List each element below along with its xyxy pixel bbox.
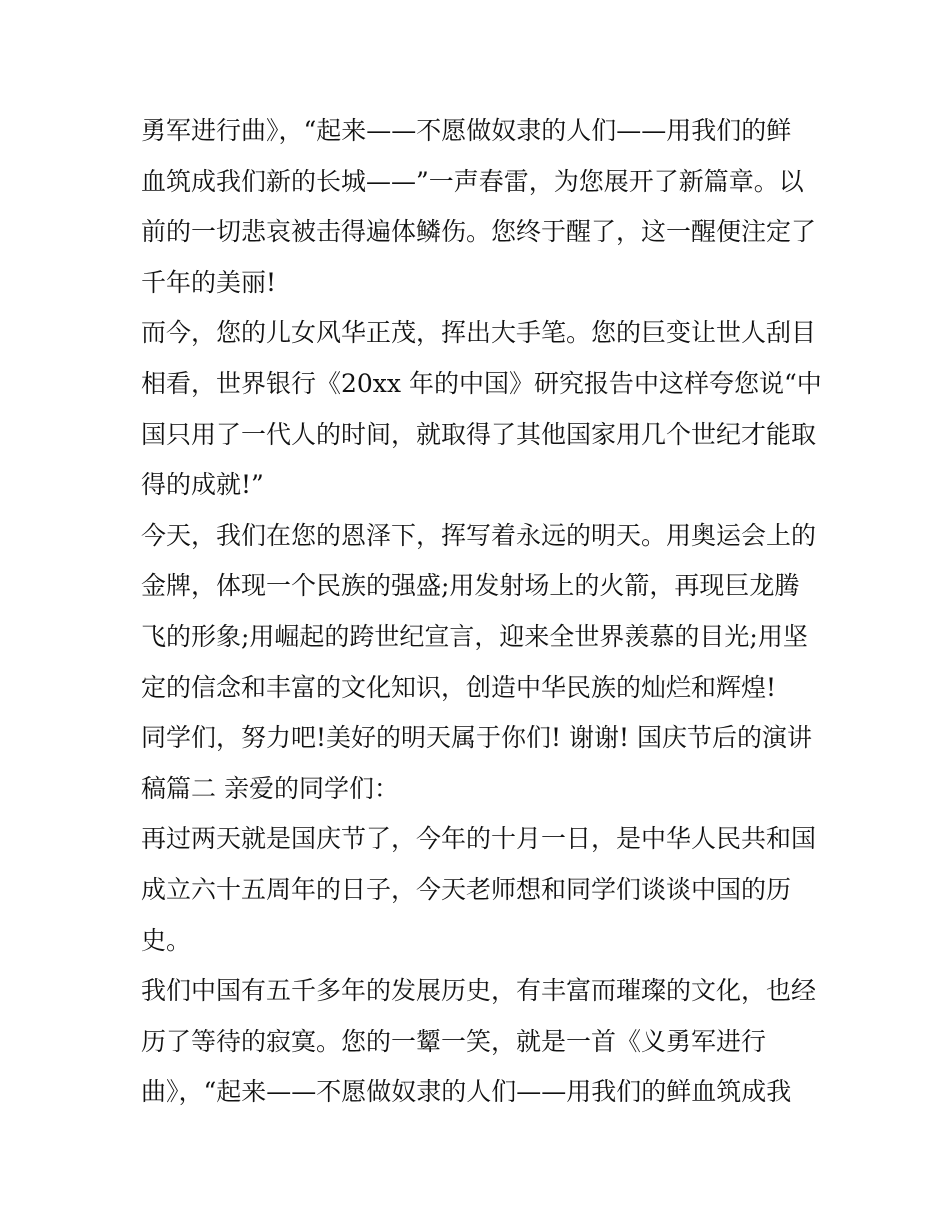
- document-body: [141, 106, 821, 1118]
- text-line: 同学们，努力吧!美好的明天属于你们! 谢谢! 国庆节后的演讲: [141, 723, 813, 753]
- text-line: 稿篇二 亲爱的同学们：: [141, 773, 399, 803]
- text-line: 相看，世界银行《20xx 年的中国》研究报告中这样夸您说“中: [141, 368, 822, 398]
- text-line: 血筑成我们新的长城——”一声春雷，为您展开了新篇章。以: [141, 166, 804, 196]
- text-line: 而今，您的儿女风华正茂，挥出大手笔。您的巨变让世人刮目: [141, 318, 817, 348]
- text-line: 飞的形象;用崛起的跨世纪宣言，迎来全世界羡慕的目光;用坚: [141, 621, 808, 651]
- text-line: 史。: [141, 925, 192, 955]
- text-line: 今天，我们在您的恩泽下，挥写着永远的明天。用奥运会上的: [141, 520, 817, 550]
- text-line: 定的信念和丰富的文化知识，创造中华民族的灿烂和辉煌!: [141, 672, 777, 702]
- text-line: 曲》，“起来——不愿做奴隶的人们——用我们的鲜血筑成我: [141, 1077, 792, 1107]
- text-line: 前的一切悲哀被击得遍体鳞伤。您终于醒了，这一醒便注定了: [141, 217, 817, 247]
- text-line: 再过两天就是国庆节了，今年的十月一日，是中华人民共和国: [141, 824, 817, 854]
- text-line: 勇军进行曲》，“起来——不愿做奴隶的人们——用我们的鲜: [141, 116, 792, 145]
- text-line: 历了等待的寂寞。您的一颦一笑，就是一首《义勇军进行: [141, 1026, 767, 1056]
- text-line: 国只用了一代人的时间，就取得了其他国家用几个世纪才能取: [141, 419, 817, 449]
- text-line: 得的成就!”: [141, 470, 264, 500]
- text-line: 金牌，体现一个民族的强盛;用发射场上的火箭，再现巨龙腾: [141, 571, 800, 601]
- text-line: 千年的美丽!: [141, 267, 277, 297]
- text-line: 成立六十五周年的日子，今天老师想和同学们谈谈中国的历: [141, 874, 792, 904]
- text-line: 我们中国有五千多年的发展历史，有丰富而璀璨的文化，也经: [141, 976, 817, 1006]
